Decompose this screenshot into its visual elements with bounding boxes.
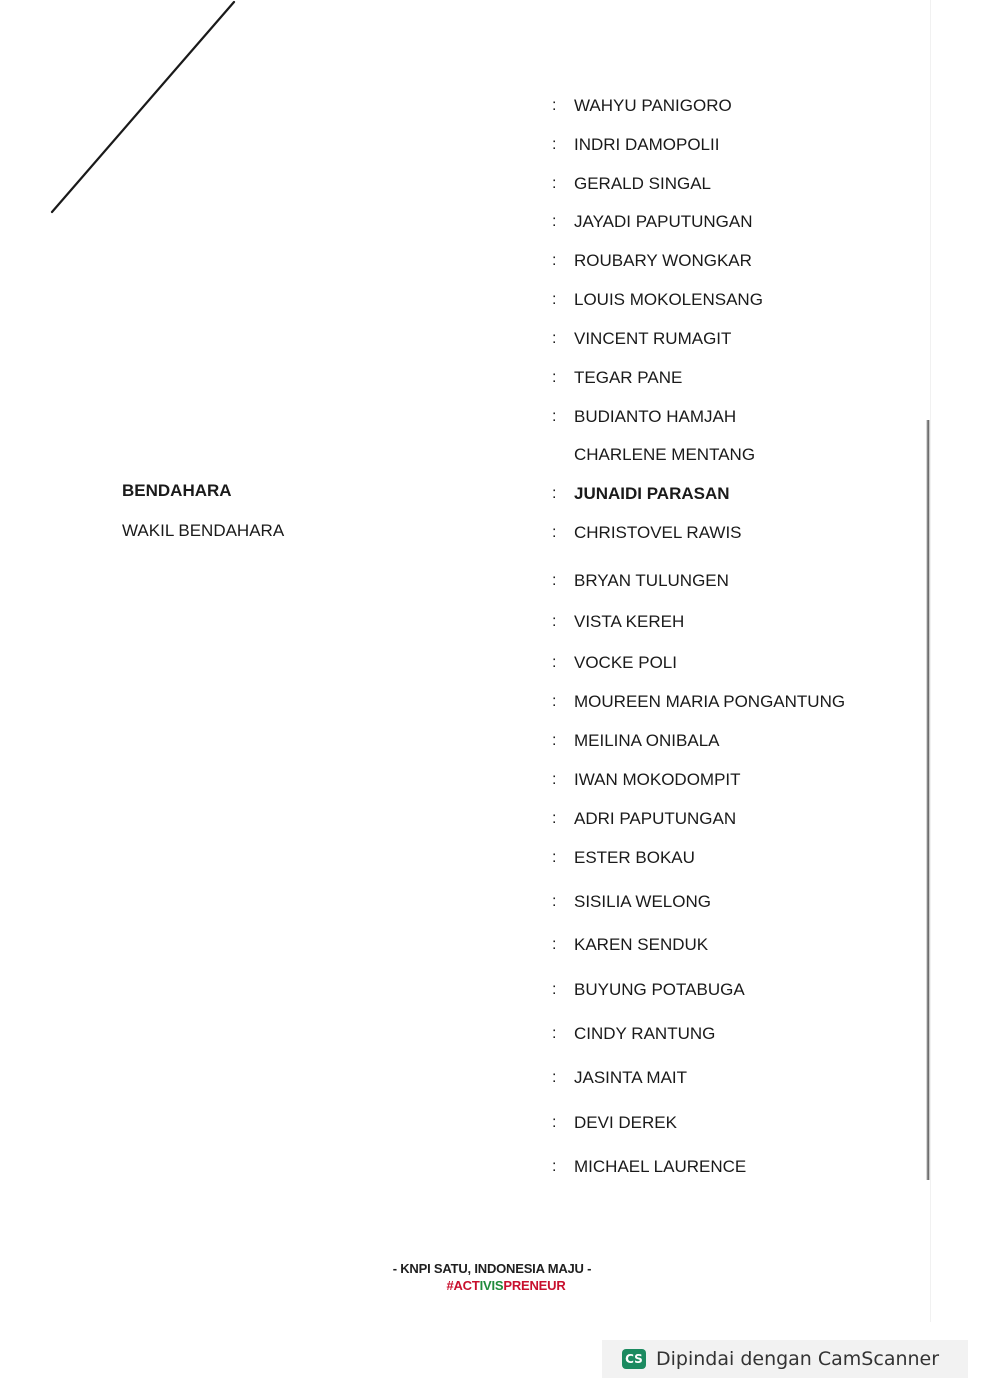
member-name: VINCENT RUMAGIT: [574, 329, 732, 348]
member-separator: :: [552, 252, 557, 269]
member-separator: :: [552, 408, 557, 425]
member-row: [552, 691, 845, 713]
hashtag-part: UR: [547, 1278, 566, 1293]
member-row: [552, 1023, 715, 1045]
hashtag-part: IVIS: [479, 1278, 504, 1293]
member-separator: :: [552, 524, 557, 541]
member-row: [552, 1156, 746, 1178]
member-separator: :: [552, 1158, 557, 1175]
member-name: WAHYU PANIGORO: [574, 96, 732, 115]
member-name: KAREN SENDUK: [574, 935, 709, 954]
member-separator: :: [552, 175, 557, 192]
member-row: [552, 134, 719, 156]
member-row: [552, 406, 736, 428]
member-separator: :: [552, 771, 557, 788]
role-bendahara: BENDAHARA: [122, 481, 232, 500]
member-row: [552, 444, 755, 466]
hashtag-part: #ACT: [446, 1278, 480, 1293]
member-name: MEILINA ONIBALA: [574, 731, 720, 750]
member-row: [552, 769, 741, 791]
footer-hashtag: [14, 1278, 984, 1293]
member-name: GERALD SINGAL: [574, 174, 711, 193]
member-separator: :: [552, 291, 557, 308]
member-row: [552, 328, 731, 350]
member-name: ADRI PAPUTUNGAN: [574, 809, 737, 828]
member-name: TEGAR PANE: [574, 368, 683, 387]
member-name: CHARLENE MENTANG: [574, 445, 756, 464]
member-row: [552, 367, 682, 389]
member-name: BUYUNG POTABUGA: [574, 980, 745, 999]
member-name: JAYADI PAPUTUNGAN: [574, 212, 753, 231]
member-separator: :: [552, 1069, 557, 1086]
member-name: MICHAEL LAURENCE: [574, 1157, 747, 1176]
member-row: [552, 808, 736, 830]
member-separator: :: [552, 849, 557, 866]
member-separator: :: [552, 1025, 557, 1042]
member-row: [552, 250, 752, 272]
member-separator: :: [552, 136, 557, 153]
member-row: [552, 522, 742, 544]
member-separator: :: [552, 613, 557, 630]
member-name: BUDIANTO HAMJAH: [574, 407, 737, 426]
member-row: [552, 979, 745, 1001]
member-separator: :: [552, 572, 557, 589]
member-row: [552, 483, 730, 505]
member-row: [552, 95, 732, 117]
member-separator: :: [552, 981, 557, 998]
member-row: [552, 652, 677, 674]
member-separator: :: [552, 97, 557, 114]
member-row: [552, 891, 711, 913]
member-name: CINDY RANTUNG: [574, 1024, 716, 1043]
member-separator: :: [552, 654, 557, 671]
camscanner-logo-icon: CS: [622, 1349, 646, 1369]
member-row: [552, 570, 729, 592]
member-name: INDRI DAMOPOLII: [574, 135, 720, 154]
member-separator: :: [552, 693, 557, 710]
role-wakil-bendahara: WAKIL BENDAHARA: [122, 521, 285, 540]
member-separator: :: [552, 213, 557, 230]
member-separator: :: [552, 330, 557, 347]
member-name: IWAN MOKODOMPIT: [574, 770, 741, 789]
footer-slogan: - KNPI SATU, INDONESIA MAJU -: [392, 1261, 592, 1276]
member-separator: :: [552, 732, 557, 749]
member-row: [552, 1112, 677, 1134]
member-row: [552, 611, 684, 633]
member-separator: :: [552, 810, 557, 827]
member-name: LOUIS MOKOLENSANG: [574, 290, 763, 309]
member-name: MOUREEN MARIA PONGANTUNG: [574, 692, 846, 711]
member-name: CHRISTOVEL RAWIS: [574, 523, 742, 542]
member-separator: :: [552, 485, 557, 502]
member-row: [552, 289, 763, 311]
member-name: ROUBARY WONGKAR: [574, 251, 752, 270]
member-separator: :: [552, 893, 557, 910]
member-name: SISILIA WELONG: [574, 892, 711, 911]
member-row: [552, 211, 753, 233]
member-name: BRYAN TULUNGEN: [574, 571, 729, 590]
member-name: JUNAIDI PARASAN: [574, 484, 730, 503]
member-row: [552, 1067, 687, 1089]
member-name: DEVI DEREK: [574, 1113, 677, 1132]
member-row: [552, 730, 720, 752]
member-row: [552, 847, 695, 869]
member-name: VISTA KEREH: [574, 612, 685, 631]
member-row: [552, 934, 708, 956]
member-name: VOCKE POLI: [574, 653, 677, 672]
member-separator: :: [552, 1114, 557, 1131]
member-separator: :: [552, 936, 557, 953]
watermark-text: Dipindai dengan CamScanner: [656, 1348, 940, 1370]
member-name: ESTER BOKAU: [574, 848, 695, 867]
camscanner-watermark: [602, 1340, 968, 1378]
hashtag-part: PRENE: [503, 1278, 548, 1293]
member-name: JASINTA MAIT: [574, 1068, 688, 1087]
member-separator: :: [552, 369, 557, 386]
member-row: [552, 173, 711, 195]
